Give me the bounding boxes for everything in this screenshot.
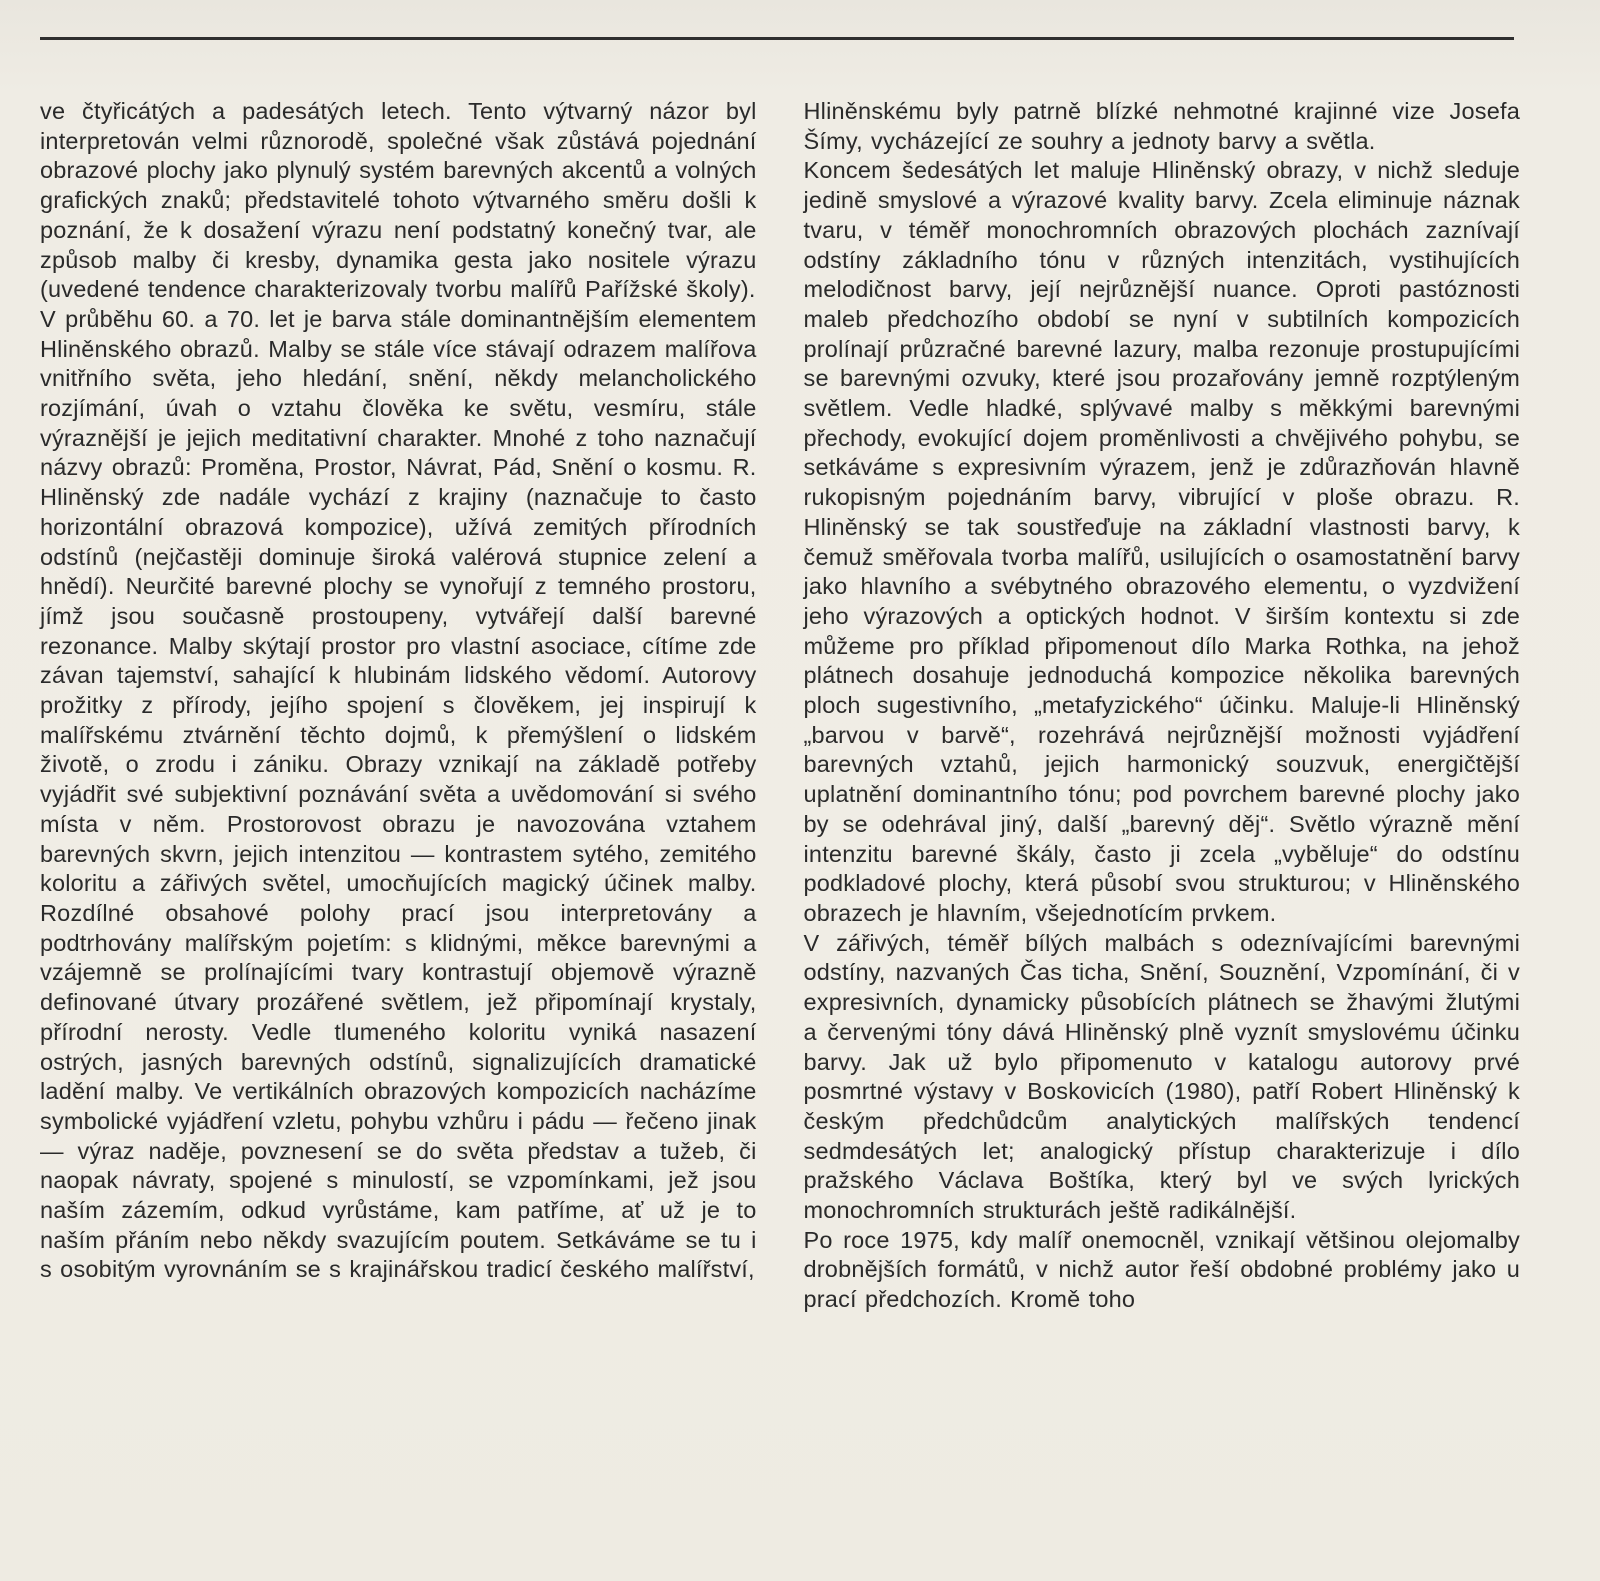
paragraph-right-4: Po roce 1975, kdy malíř onemocněl, vznikají většinou olejomalby drobnějších formátů, v nichž autor řeší obdobné problémy jako u prací předchozích. Kromě toho	[803, 1226, 1520, 1313]
paragraph-left-1: ve čtyřicátých a padesátých letech. Tento výtvarný názor byl interpretován velmi různorodě, společné však zůstává pojednání obrazové plochy jako plynulý systém barevných akcentů a volných grafických znaků; představitelé tohoto výtvarného směru došli k poznání, že k dosažení výrazu není podstatný konečný tvar, ale způsob malby či kresby, dynamika gesta jako nositele výrazu (uvedené tendence charakterizovaly tvorbu malířů Pařížské školy).	[40, 98, 757, 303]
paragraph-right-3: V zářivých, téměř bílých malbách s odeznívajícími barevnými odstíny, nazvaných Čas ticha, Snění, Souznění, Vzpomínání, či v expresivních, dynamicky působících plátnech se žhavými žlutými a červenými tóny dává Hliněnský plně vyznít smyslovému účinku barvy. Jak už bylo připomenuto v katalogu autorovy prvé posmrtné výstavy v Boskovicích (1980), patří Robert Hliněnský k českým předchůdcům analytických malířských tendencí sedmdesátých let; analogický přístup charakterizuje i dílo pražského Václava Boštíka, který byl ve svých lyrických monochromních strukturách ještě radikálnější.	[803, 929, 1520, 1224]
text-columns	[40, 97, 1520, 1315]
paragraph-left-2: V průběhu 60. a 70. let je barva stále dominantnějším elementem Hliněnského obrazů. Malby se stále více stávají odrazem malířova vnitřního světa, jeho hledání, snění, někdy melancholického rozjímání, úvah o vztahu člověka ke světu, vesmíru, stále výraznější je jejich meditativní charakter. Mnohé z toho naznačují názvy obrazů: Proměna, Prostor, Návrat, Pád, Snění o kosmu. R. Hliněnský zde nadále vychází z krajiny (naznačuje to často horizontální obrazová kompozice), užívá zemitých přírodních odstínů (nejčastěji dominuje široká valérová stupnice zelení a hnědí). Neurčité barevné plochy se vynořují z temného prostoru, jímž jsou současně prostoupeny, vytvářejí další barevné rezonance. Malby skýtají prostor pro vlastní asociace, cítíme zde závan tajemství, sahající k hlubinám lidského vědomí. Autorovy prožitky z přírody, jejího spojení s člověkem, jej inspirují k malířskému ztvárnění těchto dojmů, k přemýšlení o lidském životě, o zrodu i zániku. Obrazy vznikají na základě potřeby vyjádřit své subjektivní poznávání světa a uvědomování si svého místa v něm. Prostorovost obrazu je navozována vztahem barevných skvrn, jejich intenzitou — kontrastem sytého, zemitého koloritu a zářivých světel, umocňujících magický účinek malby. Rozdílné obsahové polohy prací jsou interpretovány a podtrhovány malířským pojetím: s klidnými, měkce barevnými a vzájemně se prolínajícími tvary kontrastují objemově výrazně definované útvary prozářené světlem, jež připomínají krystaly, přírodní nerosty. Vedle tlumeného koloritu vyniká nasazení ostrých, jasných barevných odstínů, signalizujících dramatické ladění malby. Ve vertikálních obrazových kompozicích nacházíme symbolické vyjádření vzletu, pohybu vzhůru i pádu — řečeno jinak — výraz naděje, povznesení se do světa představ a tužeb, či naopak návraty, spojené s minulostí, se vzpomínkami, jež jsou naším zázemím, odkud vyrůstáme, kam patříme, ať už je to naším přáním nebo někdy svazujícím poutem. Setkáváme se tu i s osobitým vyrovnáním se s krajinářskou tradicí českého malířství,	[40, 305, 757, 1283]
paragraph-right-1: Hliněnskému byly patrně blízké nehmotné krajinné vize Josefa Šímy, vycházející ze souhry a jednoty barvy a světla.	[803, 98, 1520, 154]
top-rule	[40, 37, 1514, 40]
paragraph-right-2: Koncem šedesátých let maluje Hliněnský obrazy, v nichž sleduje jedině smyslové a výrazové kvality barvy. Zcela eliminuje náznak tvaru, v téměř monochromních obrazových plochách zaznívají odstíny základního tónu v různých intenzitách, vystihujících melodičnost barvy, její nejrůznější nuance. Oproti pastóznosti maleb předchozího období se nyní v subtilních kompozicích prolínají průzračné barevné lazury, malba rezonuje prostupujícími se barevnými ozvuky, které jsou prozařovány jemně rozptýleným světlem. Vedle hladké, splývavé malby s měkkými barevnými přechody, evokující dojem proměnlivosti a chvějivého pohybu, se setkáváme s expresivním výrazem, jenž je zdůrazňován hlavně rukopisným pojednáním barvy, vibrující v ploše obrazu. R. Hliněnský se tak soustřeďuje na základní vlastnosti barvy, k čemuž směřovala tvorba malířů, usilujících o osamostatnění barvy jako hlavního a svébytného obrazového elementu, o vyzdvižení jeho výrazových a optických hodnot. V širším kontextu si zde můžeme pro příklad připomenout dílo Marka Rothka, na jehož plátnech dosahuje jednoduchá kompozice několika barevných ploch sugestivního, „metafyzického“ účinku. Maluje-li Hliněnský „barvou v barvě“, rozehrává nejrůznější možnosti vyjádření barevných vztahů, jejich harmonický souzvuk, energičtější uplatnění dominantního tónu; pod povrchem barevné plochy jako by se odehrával jiný, další „barevný děj“. Světlo výrazně mění intenzitu barevné škály, často ji zcela „vyběluje“ do odstínu podkladové plochy, která působí svou strukturou; v Hliněnského obrazech je hlavním, všejednotícím prvkem.	[803, 157, 1520, 926]
left-column	[40, 97, 757, 1315]
right-column	[804, 97, 1521, 1315]
